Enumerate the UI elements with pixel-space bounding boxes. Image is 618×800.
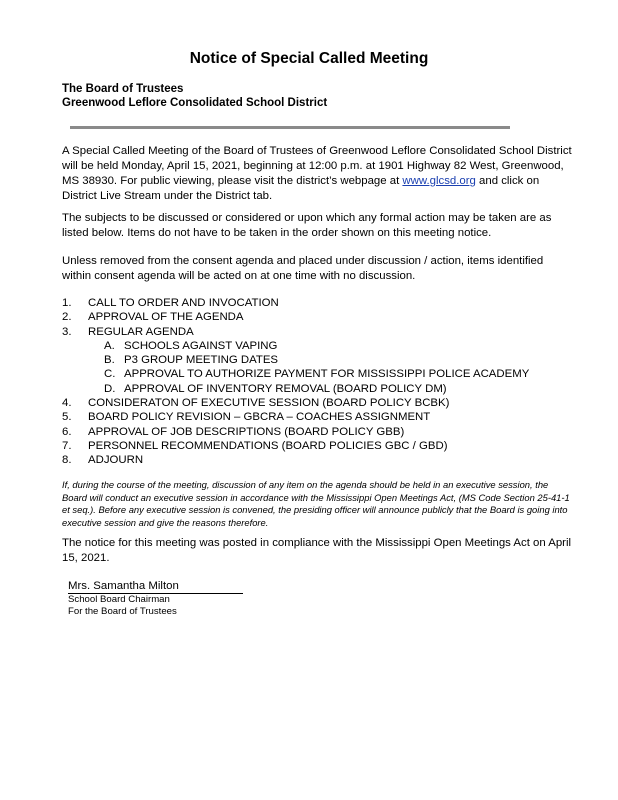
board-name: The Board of Trustees bbox=[62, 83, 184, 95]
agenda-subitem bbox=[62, 339, 529, 353]
agenda-item-label: CONSIDERATON OF EXECUTIVE SESSION (BOARD POLICY BCBK) bbox=[88, 397, 450, 410]
signature-role: School Board Chairman bbox=[68, 594, 170, 605]
agenda-item-label: ADJOURN bbox=[88, 454, 144, 467]
agenda-item-label: PERSONNEL RECOMMENDATIONS (BOARD POLICIES GBC / GBD) bbox=[88, 439, 448, 452]
intro-paragraph bbox=[62, 144, 574, 204]
agenda-subitem-letter: C. bbox=[104, 368, 116, 381]
signature-name: Mrs. Samantha Milton bbox=[68, 580, 243, 594]
agenda-item-number: 4. bbox=[62, 397, 72, 410]
signature-organization: For the Board of Trustees bbox=[68, 606, 177, 617]
agenda-subitem-letter: A. bbox=[104, 339, 115, 352]
agenda-item-number: 2. bbox=[62, 311, 72, 324]
agenda-item bbox=[62, 453, 529, 467]
agenda-item-number: 7. bbox=[62, 439, 72, 452]
agenda-item-number: 5. bbox=[62, 411, 72, 424]
board-header bbox=[62, 82, 327, 110]
page-title: Notice of Special Called Meeting bbox=[189, 50, 429, 67]
agenda-subitem bbox=[62, 367, 529, 381]
agenda-subitem-label: APPROVAL OF INVENTORY REMOVAL (BOARD POLICY DM) bbox=[124, 382, 447, 395]
agenda-subitem-letter: B. bbox=[104, 354, 115, 367]
consent-paragraph: Unless removed from the consent agenda and placed under discussion / action, items identified within consent agenda will be acted on at one time with no discussion. bbox=[62, 255, 544, 282]
agenda-item-number: 8. bbox=[62, 454, 72, 467]
agenda-list bbox=[62, 296, 529, 468]
agenda-item-label: REGULAR AGENDA bbox=[88, 325, 194, 338]
header-divider bbox=[70, 126, 510, 129]
agenda-item-number: 1. bbox=[62, 297, 72, 309]
agenda-item bbox=[62, 325, 529, 339]
agenda-subitem bbox=[62, 353, 529, 367]
agenda-item-label: APPROVAL OF THE AGENDA bbox=[88, 311, 244, 324]
agenda-item bbox=[62, 396, 529, 410]
agenda-item bbox=[62, 425, 529, 439]
posted-notice-paragraph: The notice for this meeting was posted in compliance with the Mississippi Open Meetings Act on April 15, 2021. bbox=[62, 537, 572, 564]
agenda-item-number: 3. bbox=[62, 325, 72, 338]
district-website-link[interactable]: www.glcsd.org bbox=[402, 175, 476, 187]
agenda-item-number: 6. bbox=[62, 425, 72, 438]
subjects-paragraph: The subjects to be discussed or considered or upon which any formal action may be taken are as listed below. Items do not have to be taken in the order shown on this meeting notice. bbox=[62, 212, 552, 239]
intro-text: A Special Called Meeting of the Board of Trustees of Greenwood Leflore Consolidated School District will be held Monday, April 15, 2021, beginning at 12:00 p.m. at 1901 Highway 82 West, Greenwood, MS 38930. For public viewing, please visit the district’s webpage at bbox=[62, 145, 572, 187]
agenda-subitem-label: SCHOOLS AGAINST VAPING bbox=[124, 339, 278, 352]
agenda-item-label: APPROVAL OF JOB DESCRIPTIONS (BOARD POLICY GBB) bbox=[88, 425, 405, 438]
district-name: Greenwood Leflore Consolidated School District bbox=[62, 97, 328, 109]
agenda-item bbox=[62, 410, 529, 424]
agenda-item-label: CALL TO ORDER AND INVOCATION bbox=[88, 297, 279, 309]
agenda-subitem-label: P3 GROUP MEETING DATES bbox=[124, 354, 279, 367]
agenda-item bbox=[62, 310, 529, 324]
agenda-item-label: BOARD POLICY REVISION – GBCRA – COACHES ASSIGNMENT bbox=[88, 411, 431, 424]
agenda-item bbox=[62, 296, 529, 310]
agenda-subitem-label: APPROVAL TO AUTHORIZE PAYMENT FOR MISSISSIPPI POLICE ACADEMY bbox=[124, 368, 530, 381]
agenda-item bbox=[62, 439, 529, 453]
intro-text-end: and click on District Live Stream under the District tab. bbox=[62, 175, 540, 202]
agenda-subitem-letter: D. bbox=[104, 382, 116, 395]
executive-session-note: If, during the course of the meeting, discussion of any item on the agenda should be held in an executive session, the Board will conduct an executive session in accordance with the Mississippi Open Meetings Act, (MS Code Section 25-41-1 et seq.). Before any executive session is convened, the presiding officer will announce publicly that the Board is going into executive session and give the reasons therefore. bbox=[62, 479, 570, 528]
agenda-subitem bbox=[62, 382, 529, 396]
